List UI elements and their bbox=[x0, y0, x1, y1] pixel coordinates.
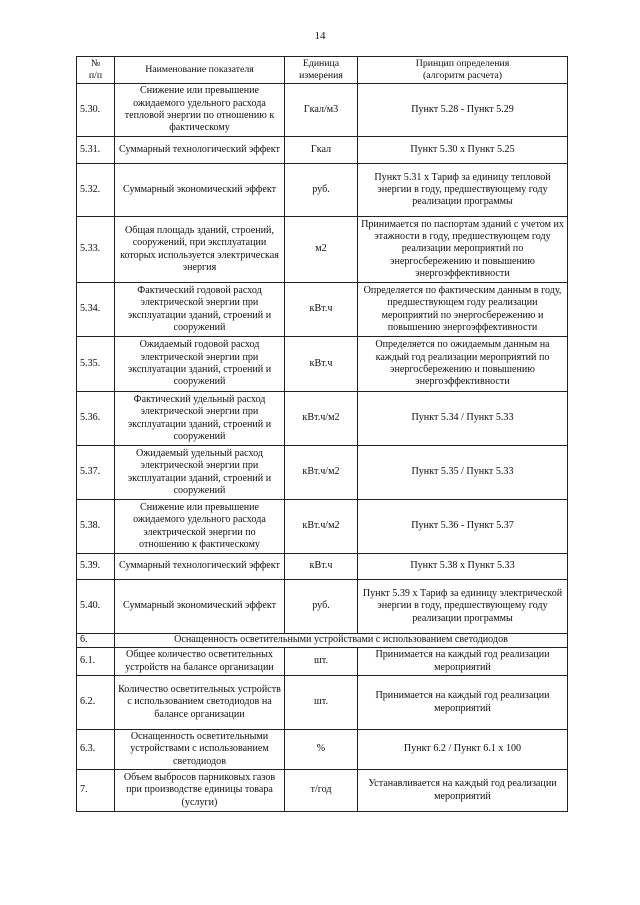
header-num bbox=[77, 57, 115, 84]
row-unit: Гкал/м3 bbox=[285, 84, 358, 137]
row-num: 5.35. bbox=[77, 337, 115, 392]
table-row bbox=[77, 554, 568, 580]
row-principle: Пункт 6.2 / Пункт 6.1 х 100 bbox=[358, 730, 568, 770]
table-row bbox=[77, 648, 568, 676]
row-principle: Принимается на каждый год реализации мероприятий bbox=[358, 676, 568, 730]
table-row bbox=[77, 283, 568, 337]
row-name: Снижение или превышение ожидаемого удельного расхода тепловой энергии по отношению к фактическому bbox=[115, 84, 285, 137]
row-name: Суммарный технологический эффект bbox=[115, 554, 285, 580]
row-name: Суммарный технологический эффект bbox=[115, 137, 285, 164]
table-row bbox=[77, 392, 568, 446]
row-unit: % bbox=[285, 730, 358, 770]
row-unit: кВт.ч/м2 bbox=[285, 446, 358, 500]
row-principle: Пункт 5.36 - Пункт 5.37 bbox=[358, 500, 568, 554]
row-num: 5.37. bbox=[77, 446, 115, 500]
row-num: 6.2. bbox=[77, 676, 115, 730]
header-unit bbox=[285, 57, 358, 84]
row-principle: Пункт 5.30 х Пункт 5.25 bbox=[358, 137, 568, 164]
indicators-table bbox=[76, 56, 568, 812]
row-num: 5.30. bbox=[77, 84, 115, 137]
row-num: 7. bbox=[77, 770, 115, 812]
row-unit: кВт.ч/м2 bbox=[285, 392, 358, 446]
section-title: Оснащенность осветительными устройствами с использованием светодиодов bbox=[115, 634, 568, 648]
row-principle: Пункт 5.35 / Пункт 5.33 bbox=[358, 446, 568, 500]
row-num: 5.36. bbox=[77, 392, 115, 446]
row-num: 5.33. bbox=[77, 217, 115, 283]
row-unit: т/год bbox=[285, 770, 358, 812]
row-name: Фактический годовой расход электрической энергии при эксплуатации зданий, строений и сооружений bbox=[115, 283, 285, 337]
row-name: Оснащенность осветительными устройствами с использованием светодиодов bbox=[115, 730, 285, 770]
row-name: Суммарный экономический эффект bbox=[115, 580, 285, 634]
row-unit: кВт.ч/м2 bbox=[285, 500, 358, 554]
table-row bbox=[77, 676, 568, 730]
row-principle: Пункт 5.31 х Тариф за единицу тепловой энергии в году, предшествующему году реализации программы bbox=[358, 164, 568, 217]
table-row bbox=[77, 137, 568, 164]
row-num: 6.1. bbox=[77, 648, 115, 676]
section-num: 6. bbox=[77, 634, 115, 648]
row-principle: Пункт 5.38 х Пункт 5.33 bbox=[358, 554, 568, 580]
row-num: 5.31. bbox=[77, 137, 115, 164]
row-name: Количество осветительных устройств с использованием светодиодов на балансе организации bbox=[115, 676, 285, 730]
row-unit: шт. bbox=[285, 648, 358, 676]
row-num: 5.38. bbox=[77, 500, 115, 554]
row-unit: кВт.ч bbox=[285, 554, 358, 580]
row-name: Фактический удельный расход электрической энергии при эксплуатации зданий, строений и сооружений bbox=[115, 392, 285, 446]
row-unit: Гкал bbox=[285, 137, 358, 164]
row-name: Суммарный экономический эффект bbox=[115, 164, 285, 217]
header-name bbox=[115, 57, 285, 84]
table-row bbox=[77, 164, 568, 217]
header-unit-label: Единица измерения bbox=[299, 58, 343, 81]
row-principle: Пункт 5.28 - Пункт 5.29 bbox=[358, 84, 568, 137]
row-num: 5.40. bbox=[77, 580, 115, 634]
page-number: 14 bbox=[314, 30, 326, 42]
row-unit: кВт.ч bbox=[285, 337, 358, 392]
row-unit: руб. bbox=[285, 164, 358, 217]
row-unit: кВт.ч bbox=[285, 283, 358, 337]
row-principle: Устанавливается на каждый год реализации мероприятий bbox=[358, 770, 568, 812]
row-num: 5.32. bbox=[77, 164, 115, 217]
row-principle: Пункт 5.34 / Пункт 5.33 bbox=[358, 392, 568, 446]
row-principle: Определяется по фактическим данным в году, предшествующем году реализации мероприятий по энергосбережению и повышению энергоэффективности bbox=[358, 283, 568, 337]
row-num: 5.34. bbox=[77, 283, 115, 337]
header-principle bbox=[358, 57, 568, 84]
row-principle: Принимается на каждый год реализации мероприятий bbox=[358, 648, 568, 676]
row-name: Ожидаемый удельный расход электрической энергии при эксплуатации зданий, строений и сооружений bbox=[115, 446, 285, 500]
table-row bbox=[77, 446, 568, 500]
section-row bbox=[77, 634, 568, 648]
row-num: 6.3. bbox=[77, 730, 115, 770]
table-row bbox=[77, 770, 568, 812]
row-name: Снижение или превышение ожидаемого удельного расхода электрической энергии по отношению к фактическому bbox=[115, 500, 285, 554]
header-principle-label: Принцип определения (алгоритм расчета) bbox=[415, 58, 510, 81]
table-row bbox=[77, 580, 568, 634]
row-principle: Пункт 5.39 х Тариф за единицу электрической энергии в году, предшествующему году реализации программы bbox=[358, 580, 568, 634]
row-name: Общее количество осветительных устройств на балансе организации bbox=[115, 648, 285, 676]
row-principle: Принимается по паспортам зданий с учетом их этажности в году, предшествующем году реализации мероприятий по энергосбережению и повышению энергоэффективности bbox=[358, 217, 568, 283]
row-name: Объем выбросов парниковых газов при производстве единицы товара (услуги) bbox=[115, 770, 285, 812]
row-name: Общая площадь зданий, строений, сооружений, при эксплуатации которых используется электрическая энергия bbox=[115, 217, 285, 283]
row-principle: Определяется по ожидаемым данным на каждый год реализации мероприятий по энергосбережению и повышению энергоэффективности bbox=[358, 337, 568, 392]
row-name: Ожидаемый годовой расход электрической энергии при эксплуатации зданий, строений и сооружений bbox=[115, 337, 285, 392]
row-num: 5.39. bbox=[77, 554, 115, 580]
table-row bbox=[77, 337, 568, 392]
header-name-label: Наименование показателя bbox=[145, 64, 254, 76]
row-unit: руб. bbox=[285, 580, 358, 634]
table-row bbox=[77, 730, 568, 770]
table-row bbox=[77, 217, 568, 283]
table-row bbox=[77, 500, 568, 554]
table-row bbox=[77, 84, 568, 137]
header-num-label: № п/п bbox=[88, 58, 103, 81]
row-unit: м2 bbox=[285, 217, 358, 283]
row-unit: шт. bbox=[285, 676, 358, 730]
